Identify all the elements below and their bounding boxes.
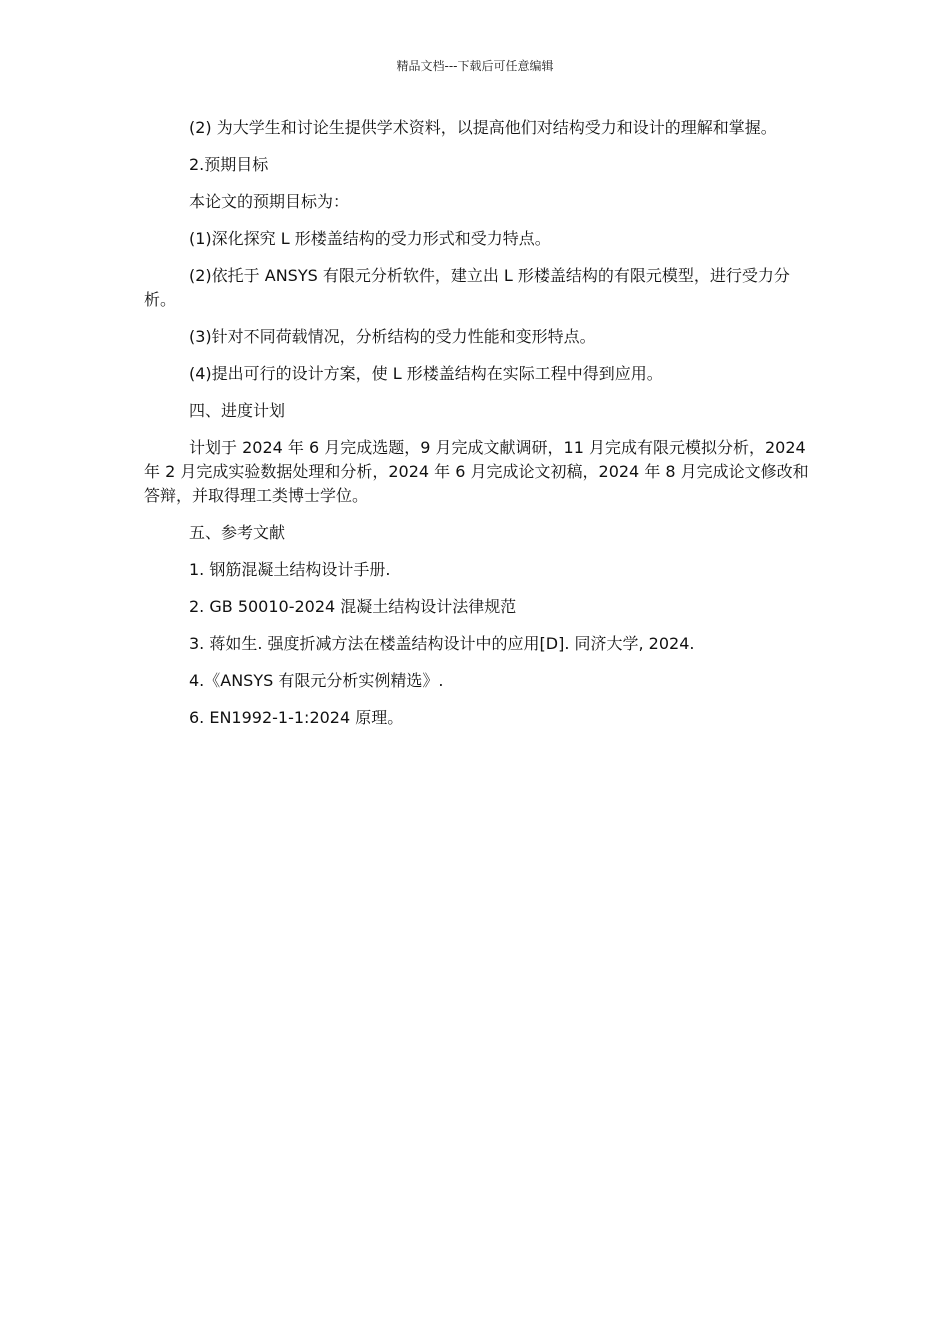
paragraph-purpose-2: (2) 为大学生和讨论生提供学术资料，以提高他们对结构受力和设计的理解和掌握。 (189, 118, 777, 137)
goal-item-2: (2)依托于 ANSYS 有限元分析软件，建立出 L 形楼盖结构的有限元模型，进行受力分析。 (144, 266, 790, 309)
page-header: 精品文档---下载后可任意编辑 (396, 59, 554, 73)
section-heading-schedule: 四、进度计划 (189, 401, 286, 420)
reference-item-4: 4.《ANSYS 有限元分析实例精选》. (189, 671, 444, 690)
reference-item-3: 3. 蒋如生. 强度折减方法在楼盖结构设计中的应用[D]. 同济大学, 2024. (189, 634, 695, 653)
goal-item-4: (4)提出可行的设计方案，使 L 形楼盖结构在实际工程中得到应用。 (189, 364, 663, 383)
paragraph-goals-intro: 本论文的预期目标为： (189, 192, 350, 211)
document-body (144, 116, 810, 743)
paragraph-schedule: 计划于 2024 年 6 月完成选题，9 月完成文献调研，11 月完成有限元模拟分析，2024 年 2 月完成实验数据处理和分析，2024 年 6 月完成论文初稿，2024 年 8 月完成论文修改和答辩，并取得理工类博士学位。 (144, 438, 809, 505)
reference-item-1: 1. 钢筋混凝土结构设计手册. (189, 560, 391, 579)
goal-item-3: (3)针对不同荷载情况，分析结构的受力性能和变形特点。 (189, 327, 596, 346)
goal-item-1: (1)深化探究 L 形楼盖结构的受力形式和受力特点。 (189, 229, 551, 248)
reference-item-2: 2. GB 50010-2024 混凝土结构设计法律规范 (189, 597, 517, 616)
section-heading-expected-goals: 2.预期目标 (189, 155, 269, 174)
section-heading-references: 五、参考文献 (189, 523, 286, 542)
reference-item-6: 6. EN1992-1-1:2024 原理。 (189, 708, 404, 727)
